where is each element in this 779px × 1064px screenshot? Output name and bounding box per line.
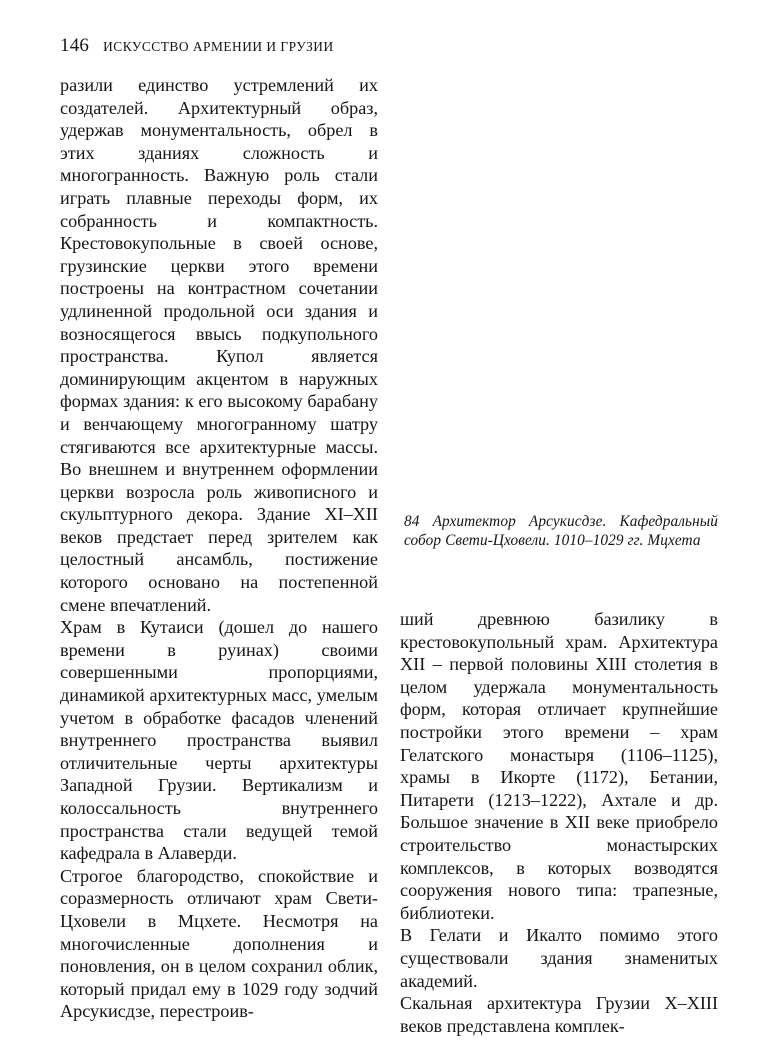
- page-header: [60, 35, 480, 61]
- figure-caption: 84 Архитектор Арсукисдзе. Кафедральный собор Свети-Цховели. 1010–1029 гг. Мцхета: [404, 513, 718, 549]
- right-paragraph-2: В Гелати и Икалто помимо этого существовали здания знаменитых академий.: [400, 925, 718, 991]
- left-text-column: [60, 74, 378, 1023]
- right-paragraph-1: ший древнюю базилику в крестовокупольный храм. Архитектура XII – первой половины XIII столетия в целом удержала монументальность форм, которая отличает крупнейшие постройки этого времени – храм Гелатского монастыря (1106–1125), храмы в Икорте (1172), Бетании, Питарети (1213–1222), Ахтале и др. Большое значение в XII веке приобрело строительство монастырских комплексов, в которых возводятся сооружения нового типа: трапезные, библиотеки.: [400, 609, 718, 923]
- page-number: 146: [60, 35, 90, 56]
- running-title: ИСКУССТВО АРМЕНИИ И ГРУЗИИ: [103, 39, 334, 54]
- right-text-column: [400, 608, 718, 1037]
- left-paragraph-1: разили единство устремлений их создателей. Архитектурный образ, удержав монументальность, обрел в этих зданиях сложность и многогранность. Важную роль стали играть плавные переходы форм, их собранность и компактность. Крестовокупольные в своей основе, грузинские церкви этого времени построены на контрастном сочетании удлиненной продольной оси здания и возносящегося ввысь подкупольного пространства. Купол является доминирующим акцентом в наружных формах здания: к его высокому барабану и венчающему многогранному шатру стягиваются все архитектурные массы. Во внешнем и внутреннем оформлении церкви возросла роль живописного и скульптурного декора. Здание XI–XII веков предстает перед зрителем как целостный ансамбль, постижение которого основано на постепенной смене впечатлений.: [60, 75, 378, 615]
- left-paragraph-3: Строгое благородство, спокойствие и соразмерность отличают храм Свети-Цховели в Мцхете. Несмотря на многочисленные дополнения и поновления, он в целом сохранил облик, который придал ему в 1029 году зодчий Арсукисдзе, перестроив-: [60, 865, 378, 1022]
- right-paragraph-3: Скальная архитектура Грузии X–XIII веков представлена комплек-: [400, 993, 718, 1036]
- left-paragraph-2: Храм в Кутаиси (дошел до нашего времени в руинах) своими совершенными пропорциями, динамикой архитектурных масс, умелым учетом в обработке фасадов членений внутреннего пространства выявил отличительные черты архитектуры Западной Грузии. Вертикализм и колоссальность внутреннего пространства стали ведущей темой кафедрала в Алаверди.: [60, 617, 378, 864]
